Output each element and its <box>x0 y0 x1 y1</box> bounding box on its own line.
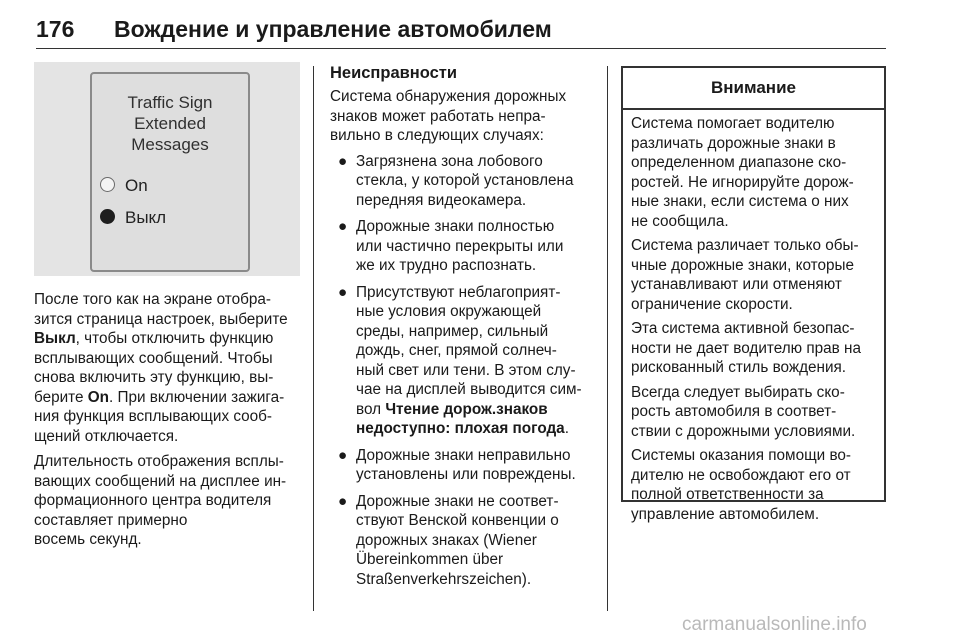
screen-title-line: Traffic Sign <box>127 93 213 112</box>
bullet-icon: ● <box>338 283 348 301</box>
list-item: ● Дорожные знаки полностью или частично перекрыты или же их трудно распознать. <box>338 218 564 274</box>
section-title: Неисправности <box>330 64 458 82</box>
list-item: ● Загрязнена зона лобового стекла, у которой установлена передняя видеокамера. <box>338 152 574 209</box>
bullet-icon: ● <box>338 218 348 235</box>
bullet-icon: ● <box>338 152 348 170</box>
radio-empty-icon <box>100 177 115 192</box>
list-item: ● Дорожные знаки неправильно установлены или повреждены. <box>338 446 576 483</box>
watermark[interactable]: carmanualsonline.info <box>682 614 867 635</box>
caution-heading: Внимание <box>623 68 884 110</box>
caution-paragraph: Системы оказания помощи во- дителю не освобождают его от полной ответственности за управление автомобилем. <box>631 447 852 523</box>
caution-paragraph: Всегда следует выбирать ско- рость автомобиля в соответ- ствии с дорожными условиями. <box>631 383 856 440</box>
screen-title-line: Messages <box>131 135 209 154</box>
header-divider <box>36 48 886 49</box>
paragraph-duration: Длительность отображения всплы- вающих сообщений на дисплее ин- формационного центра водителя составляет примерно восемь секунд. <box>34 453 287 548</box>
middle-column <box>330 64 598 596</box>
page-number: 176 <box>36 16 75 42</box>
option-off[interactable] <box>100 208 166 228</box>
display-screen <box>90 72 250 272</box>
bullet-icon: ● <box>338 492 348 510</box>
paragraph-settings: После того как на экране отобра- зится страница настроек, выберите Выкл, чтобы отключить функцию всплывающих сообщений. Чтобы снова включить эту функцию, вы- берите On. При включении зажига- ния функция всплывающих сооб- щений отключается. <box>34 291 288 445</box>
caution-box <box>621 66 886 523</box>
caution-paragraph: Эта система активной безопас- ности не дает водителю прав на рискованный стиль вождения. <box>631 320 862 376</box>
page-title: Вождение и управление автомобилем <box>114 16 552 42</box>
left-column <box>34 62 300 550</box>
bullet-icon: ● <box>338 446 348 464</box>
display-illustration <box>34 62 300 276</box>
option-on-label: On <box>125 176 148 195</box>
list-item: ● Дорожные знаки не соответ- ствуют Венской конвенции о дорожных знаках (Wiener Übereinkommen über Straßenverkehrszeichen). <box>338 492 559 588</box>
section-intro: Система обнаружения дорожных знаков может работать непра- вильно в следующих случаях: <box>330 88 567 144</box>
column-divider <box>313 66 314 611</box>
option-off-label: Выкл <box>125 208 167 227</box>
screen-title <box>92 92 248 155</box>
radio-selected-icon <box>100 209 115 224</box>
fault-list <box>330 152 598 590</box>
column-divider <box>607 66 608 611</box>
page-header <box>36 10 886 48</box>
caution-paragraph: Система помогает водителю различать дорожные знаки в определенном диапазоне ско- ростей. Не игнорируйте дорож- ные знаки, если система о них не сообщила. <box>631 115 854 230</box>
option-on[interactable] <box>100 176 148 196</box>
caution-paragraph: Система различает только обы- чные дорожные знаки, которые устанавливают или отменяют ограничение скорости. <box>631 237 859 313</box>
screen-title-line: Extended <box>134 114 206 133</box>
caution-body <box>623 110 884 524</box>
list-item: ● Присутствуют неблагоприят- ные условия окружающей среды, например, сильный дождь, снег, прямой солнеч- ный свет или тени. В этом слу- чае на дисплей выводится сим- вол Чтение дорож.знаков недоступно: плохая погода. <box>338 283 582 437</box>
